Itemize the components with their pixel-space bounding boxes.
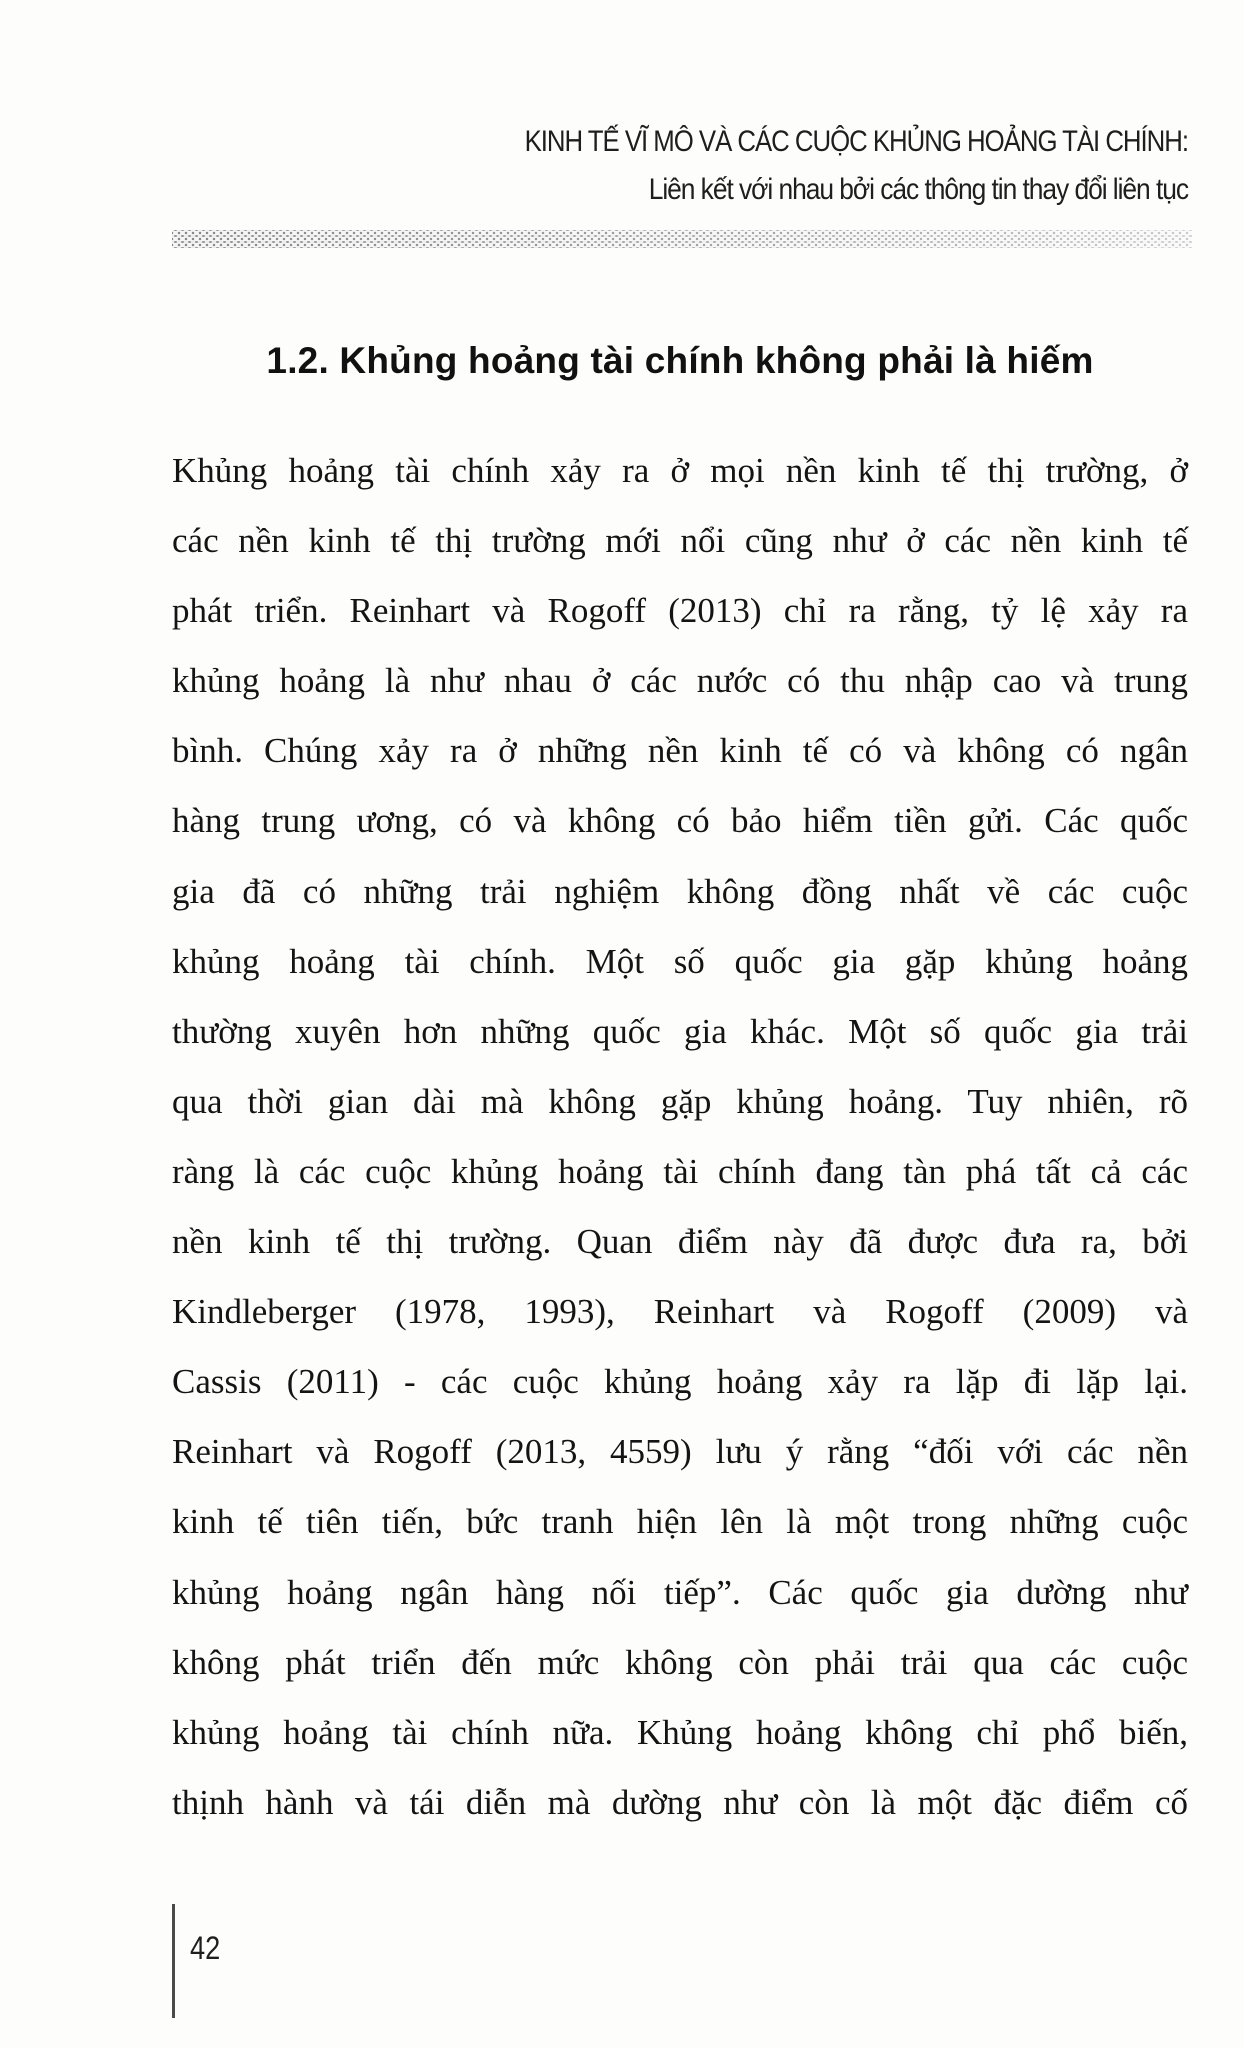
text-line: phát triển. Reinhart và Rogoff (2013) chỉ ra rằng, tỷ lệ xảy ra — [172, 591, 1188, 631]
text-line: Cassis (2011) - các cuộc khủng hoảng xảy ra lặp đi lặp lại. — [172, 1362, 1188, 1402]
text-line: hàng trung ương, có và không có bảo hiểm tiền gửi. Các quốc — [172, 801, 1188, 841]
running-header — [188, 118, 1188, 214]
header-divider — [172, 230, 1192, 248]
text-line: Khủng hoảng tài chính xảy ra ở mọi nền kinh tế thị trường, ở — [172, 451, 1188, 490]
text-line: qua thời gian dài mà không gặp khủng hoảng. Tuy nhiên, rõ — [172, 1081, 1188, 1121]
text-line: Kindleberger (1978, 1993), Reinhart và Rogoff (2009) và — [172, 1292, 1188, 1332]
section-heading: 1.2. Khủng hoảng tài chính không phải là hiếm — [266, 340, 1094, 381]
text-line: khủng hoảng tài chính. Một số quốc gia gặp khủng hoảng — [172, 941, 1188, 981]
text-line: khủng hoảng ngân hàng nối tiếp”. Các quốc gia dường như — [172, 1572, 1188, 1612]
footer-rule — [172, 1904, 175, 2018]
text-line: khủng hoảng tài chính nữa. Khủng hoảng không chỉ phổ biến, — [172, 1712, 1188, 1752]
text-line: thường xuyên hơn những quốc gia khác. Một số quốc gia trải — [172, 1011, 1188, 1051]
text-line: thịnh hành và tái diễn mà dường như còn là một đặc điểm cố — [172, 1782, 1188, 1822]
text-line: nền kinh tế thị trường. Quan điểm này đã được đưa ra, bởi — [172, 1222, 1188, 1262]
text-line: gia đã có những trải nghiệm không đồng nhất về các cuộc — [172, 871, 1188, 911]
text-line: ràng là các cuộc khủng hoảng tài chính đang tàn phá tất cả các — [172, 1151, 1188, 1191]
text-line: không phát triển đến mức không còn phải trải qua các cuộc — [172, 1642, 1188, 1682]
body-paragraph — [172, 436, 1188, 1838]
text-line: Reinhart và Rogoff (2013, 4559) lưu ý rằng “đối với các nền — [172, 1432, 1188, 1472]
book-subtitle: Liên kết với nhau bởi các thông tin thay đổi liên tục — [648, 173, 1188, 206]
book-title: KINH TẾ VĨ MÔ VÀ CÁC CUỘC KHỦNG HOẢNG TÀI CHÍNH: — [524, 125, 1188, 158]
text-line: kinh tế tiên tiến, bức tranh hiện lên là một trong những cuộc — [172, 1502, 1188, 1542]
text-line: khủng hoảng là như nhau ở các nước có thu nhập cao và trung — [172, 661, 1188, 701]
text-line: các nền kinh tế thị trường mới nổi cũng như ở các nền kinh tế — [172, 521, 1188, 561]
page-number: 42 — [190, 1930, 221, 1966]
text-line: bình. Chúng xảy ra ở những nền kinh tế có và không có ngân — [172, 731, 1188, 771]
